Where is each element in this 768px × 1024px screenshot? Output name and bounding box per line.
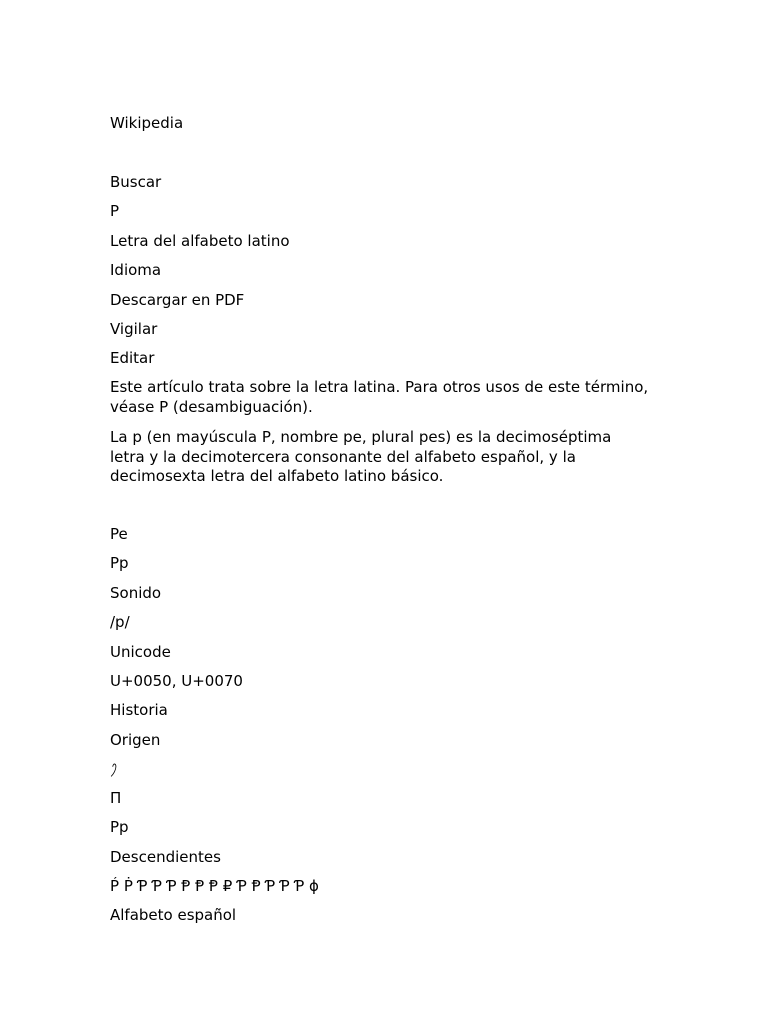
search-link[interactable]: Buscar: [110, 173, 162, 191]
infobox-name: Pe: [110, 525, 128, 543]
infobox-descendants-label: Descendientes: [110, 848, 221, 866]
infobox-origin-latin: Pp: [110, 818, 129, 836]
infobox-sound-label[interactable]: Sonido: [110, 584, 162, 602]
infobox-origin-greek[interactable]: Π: [110, 789, 122, 807]
language-button[interactable]: Idioma: [110, 261, 162, 279]
infobox-origin-phoenician[interactable]: 𐤐: [110, 760, 118, 778]
infobox-glyphs: Pp: [110, 554, 129, 572]
infobox-footer-label[interactable]: Alfabeto español: [110, 906, 237, 924]
infobox-sound-value: /p/: [110, 613, 130, 631]
page-subtitle: Letra del alfabeto latino: [110, 232, 290, 250]
infobox-history-label: Historia: [110, 701, 168, 719]
page-title: P: [110, 202, 120, 220]
edit-link[interactable]: Editar: [110, 349, 155, 367]
hatnote: Este artículo trata sobre la letra latina. Para otros usos de este término, véase P (desambiguación).: [110, 378, 649, 416]
infobox-origin-label: Origen: [110, 731, 161, 749]
site-name-link[interactable]: Wikipedia: [110, 114, 184, 132]
watch-link[interactable]: Vigilar: [110, 320, 158, 338]
infobox-descendants-value[interactable]: Ṕ Ṗ Ƥ Ƥ Ƥ Ᵽ Ᵽ Ᵽ ₽ Ƥ Ᵽ Ƥ Ƥ Ƥ ɸ: [110, 877, 319, 895]
infobox-unicode-value: U+0050, U+0070: [110, 672, 243, 690]
intro-paragraph: La p (en mayúscula P, nombre pe, plural pes) es la decimoséptima letra y la decimotercera consonante del alfabeto español, y la decimosexta letra del alfabeto latino básico.: [110, 428, 612, 485]
infobox-unicode-label[interactable]: Unicode: [110, 643, 171, 661]
download-pdf-link[interactable]: Descargar en PDF: [110, 291, 245, 309]
